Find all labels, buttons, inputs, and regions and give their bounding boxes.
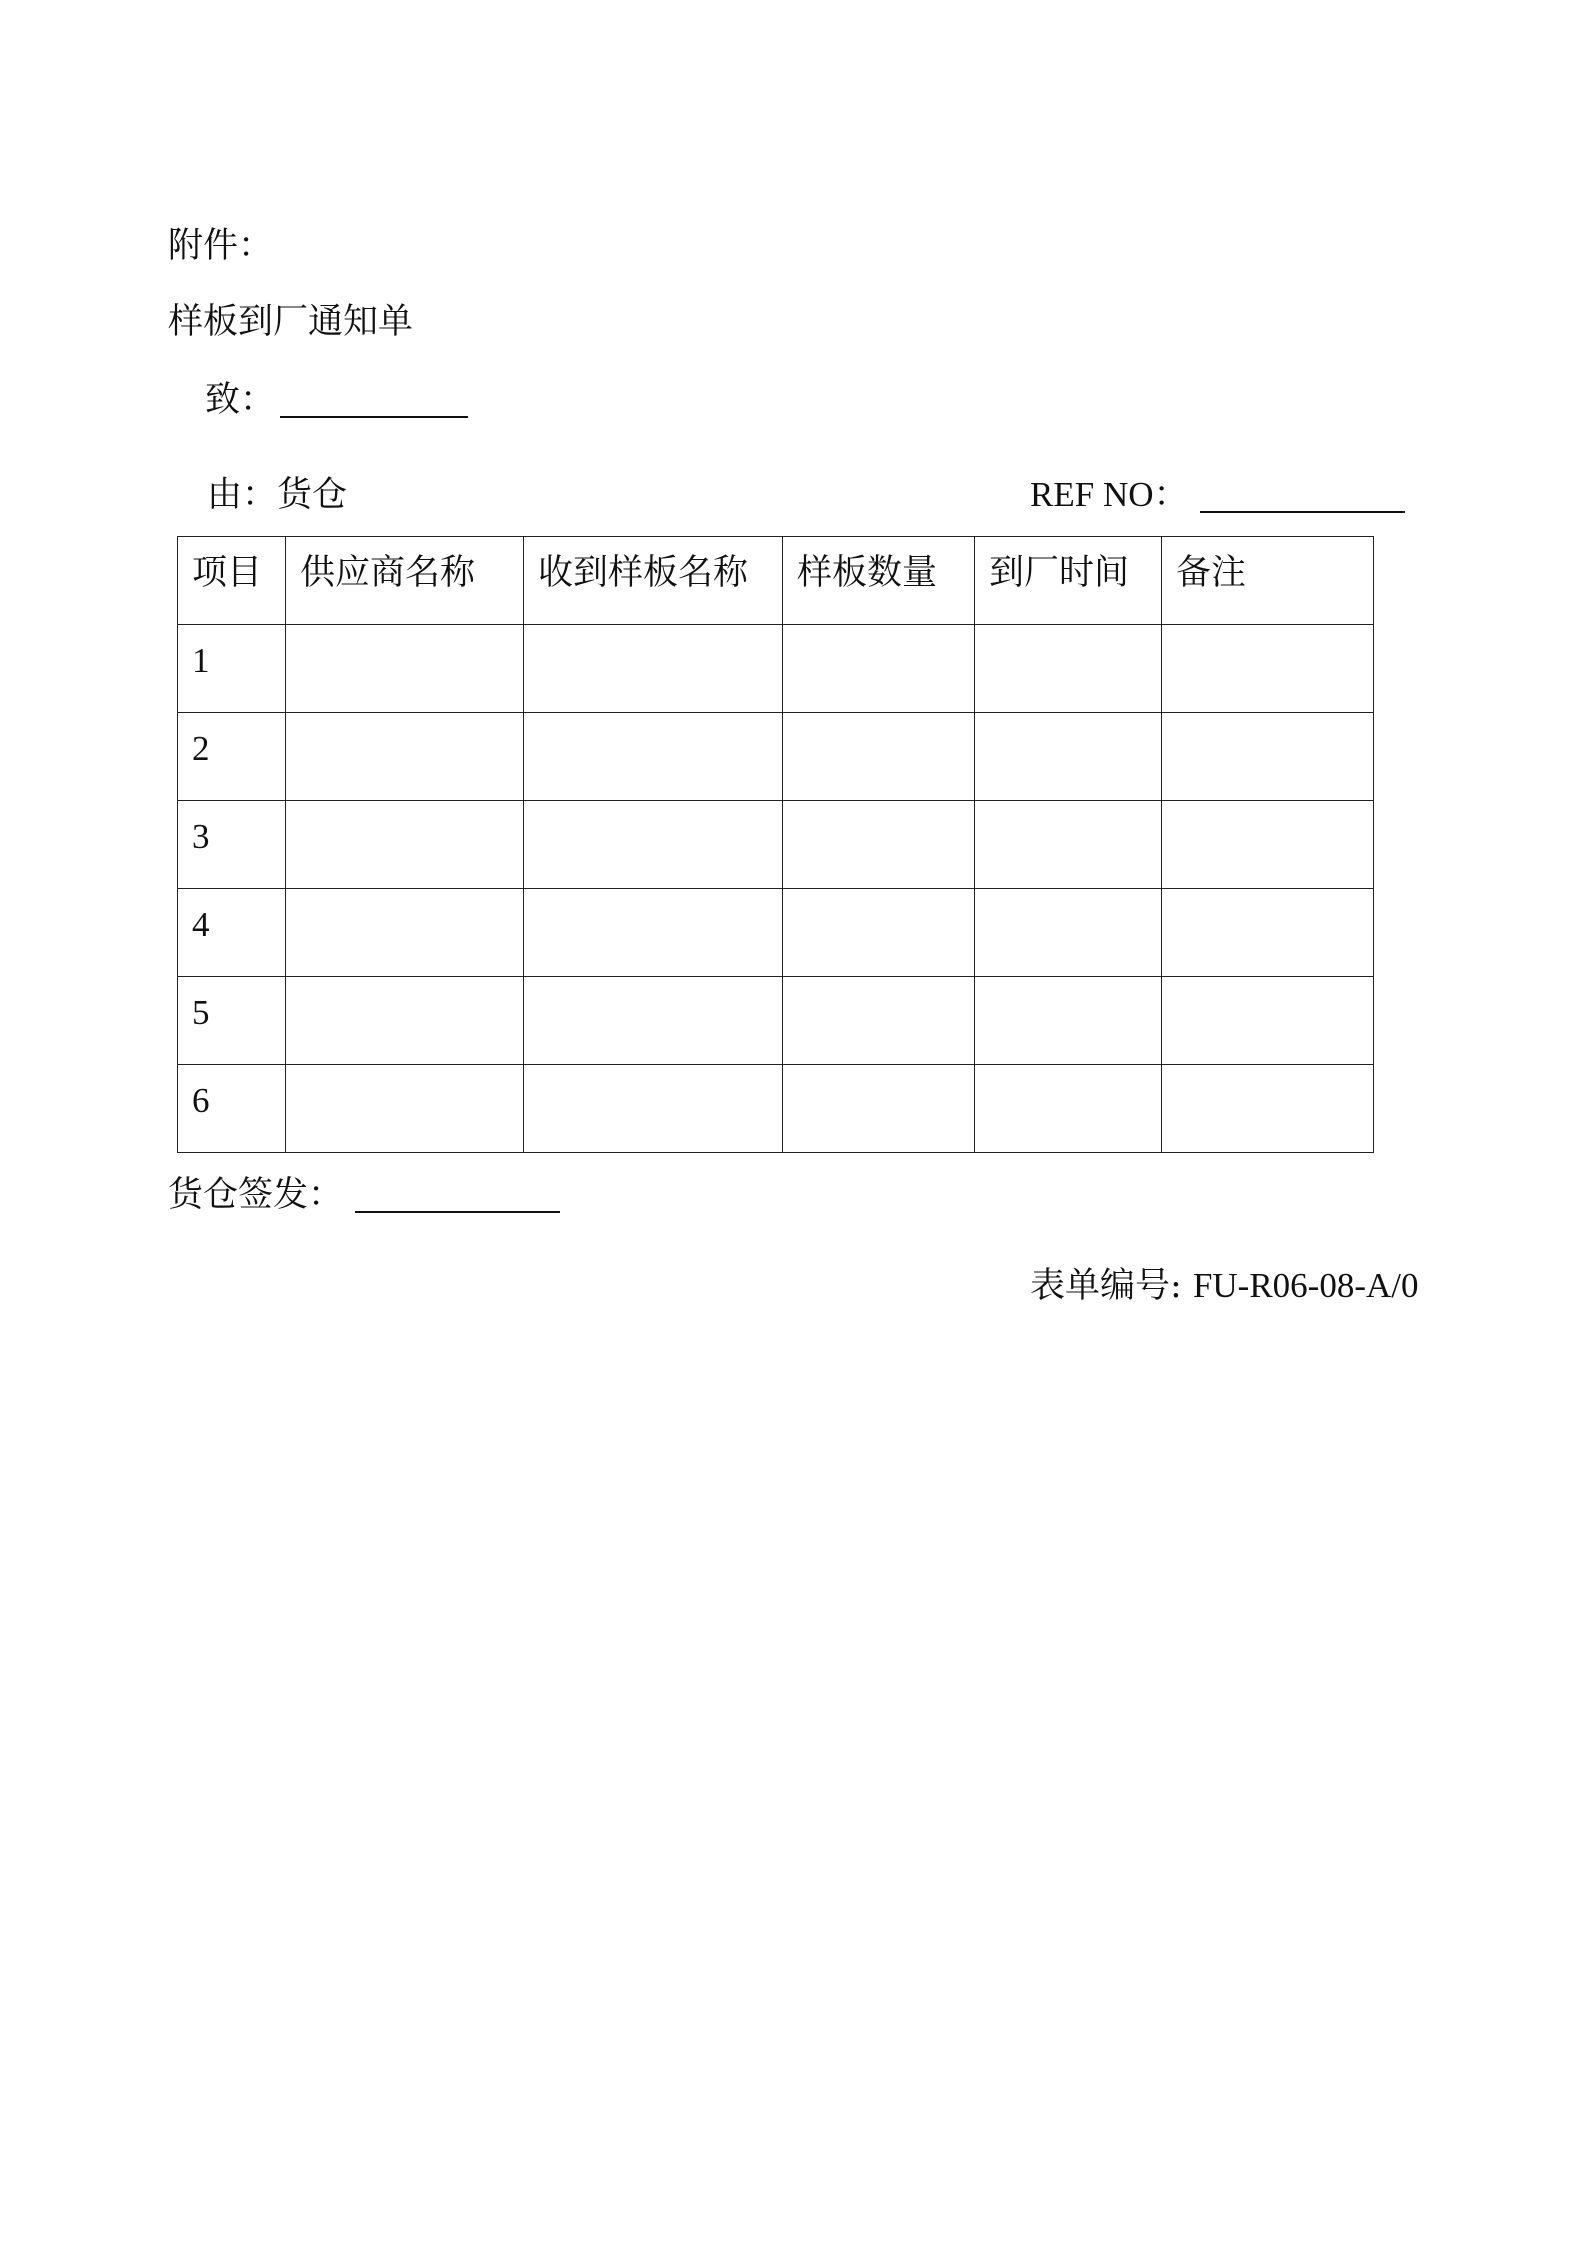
table-row <box>178 1065 1374 1153</box>
col-header-sample-name: 收到样板名称 <box>524 537 783 625</box>
supplier-name-cell[interactable] <box>286 889 524 977</box>
sample-quantity-cell[interactable] <box>783 977 975 1065</box>
arrival-time-cell[interactable] <box>975 977 1162 1065</box>
table-row <box>178 801 1374 889</box>
sample-quantity-cell[interactable] <box>783 625 975 713</box>
sample-name-cell[interactable] <box>524 977 783 1065</box>
supplier-name-cell[interactable] <box>286 625 524 713</box>
remarks-cell[interactable] <box>1162 889 1374 977</box>
table-row <box>178 977 1374 1065</box>
row-item-number: 4 <box>178 889 286 977</box>
arrival-time-cell[interactable] <box>975 625 1162 713</box>
ref-no-label: REF NO： <box>1030 475 1189 514</box>
remarks-cell[interactable] <box>1162 713 1374 801</box>
ref-no-field[interactable] <box>1200 511 1405 513</box>
sample-name-cell[interactable] <box>524 801 783 889</box>
form-title: 样板到厂通知单 <box>168 302 414 342</box>
table-row <box>178 889 1374 977</box>
to-label: 致： <box>205 380 276 420</box>
col-header-supplier-name: 供应商名称 <box>286 537 524 625</box>
form-number <box>1030 1264 1419 1308</box>
col-header-sample-quantity: 样板数量 <box>783 537 975 625</box>
form-number-code: FU-R06-08-A/0 <box>1192 1266 1419 1305</box>
sample-quantity-cell[interactable] <box>783 889 975 977</box>
attachment-label: 附件： <box>168 226 274 266</box>
col-header-arrival-time: 到厂时间 <box>975 537 1162 625</box>
supplier-name-cell[interactable] <box>286 801 524 889</box>
row-item-number: 1 <box>178 625 286 713</box>
warehouse-sign-field[interactable] <box>355 1211 560 1213</box>
sample-name-cell[interactable] <box>524 625 783 713</box>
arrival-time-cell[interactable] <box>975 801 1162 889</box>
row-item-number: 3 <box>178 801 286 889</box>
warehouse-sign-label: 货仓签发： <box>168 1175 344 1215</box>
supplier-name-cell[interactable] <box>286 1065 524 1153</box>
sample-name-cell[interactable] <box>524 713 783 801</box>
col-header-item: 项目 <box>178 537 286 625</box>
row-item-number: 5 <box>178 977 286 1065</box>
table-row <box>178 625 1374 713</box>
remarks-cell[interactable] <box>1162 801 1374 889</box>
remarks-cell[interactable] <box>1162 625 1374 713</box>
remarks-cell[interactable] <box>1162 1065 1374 1153</box>
arrival-time-cell[interactable] <box>975 713 1162 801</box>
sample-quantity-cell[interactable] <box>783 1065 975 1153</box>
form-number-label: 表单编号: <box>1030 1266 1182 1306</box>
to-field[interactable] <box>280 416 468 418</box>
sample-name-cell[interactable] <box>524 1065 783 1153</box>
from-label: 由：货仓 <box>207 475 348 515</box>
sample-quantity-cell[interactable] <box>783 801 975 889</box>
sample-arrival-table <box>177 536 1374 1153</box>
table-row <box>178 713 1374 801</box>
supplier-name-cell[interactable] <box>286 713 524 801</box>
arrival-time-cell[interactable] <box>975 1065 1162 1153</box>
row-item-number: 2 <box>178 713 286 801</box>
sample-quantity-cell[interactable] <box>783 713 975 801</box>
sample-name-cell[interactable] <box>524 889 783 977</box>
col-header-remarks: 备注 <box>1162 537 1374 625</box>
supplier-name-cell[interactable] <box>286 977 524 1065</box>
row-item-number: 6 <box>178 1065 286 1153</box>
table-header-row <box>178 537 1374 625</box>
remarks-cell[interactable] <box>1162 977 1374 1065</box>
arrival-time-cell[interactable] <box>975 889 1162 977</box>
